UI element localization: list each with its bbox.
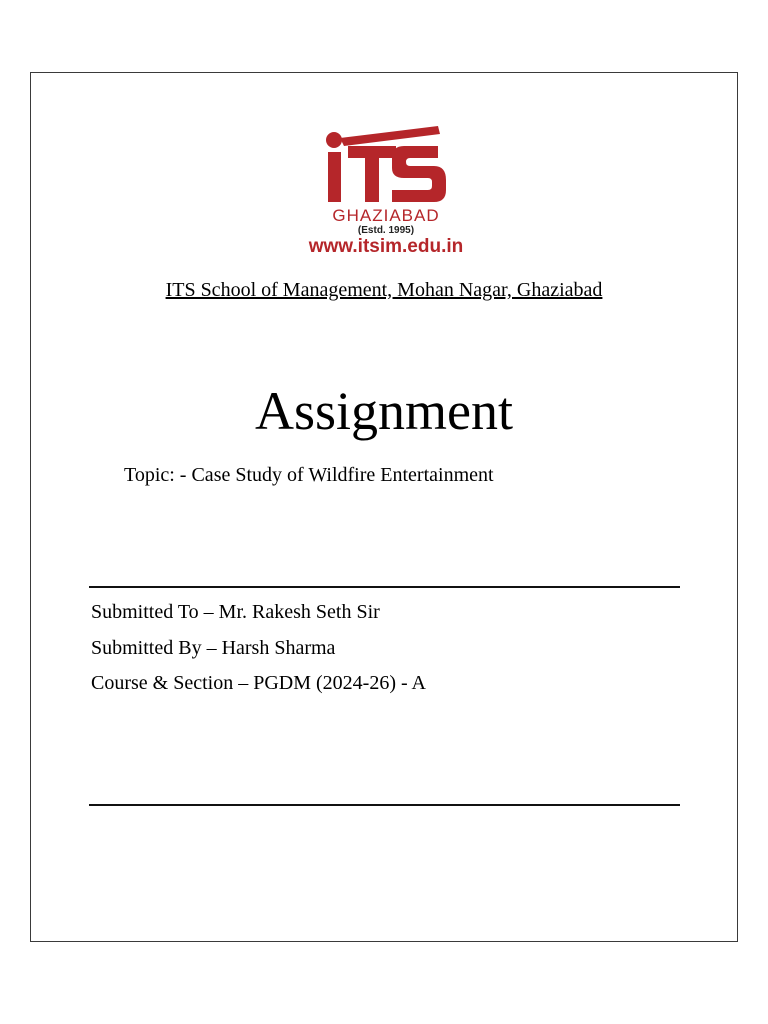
logo-established: (Estd. 1995)	[357, 225, 415, 236]
its-logo	[288, 122, 484, 262]
divider-bottom	[89, 804, 680, 806]
assignment-topic: Topic: - Case Study of Wildfire Entertainment	[124, 464, 494, 486]
submitted-to: Submitted To – Mr. Rakesh Seth Sir	[91, 601, 380, 623]
document-title: Assignment	[254, 381, 513, 441]
its-logo-mark-icon	[288, 122, 484, 206]
divider-top	[89, 586, 680, 588]
course-section: Course & Section – PGDM (2024-26) - A	[91, 672, 426, 694]
submitted-by: Submitted By – Harsh Sharma	[91, 637, 336, 659]
logo-city: GHAZIABAD	[332, 206, 440, 225]
school-name: ITS School of Management, Mohan Nagar, Ghaziabad	[165, 279, 603, 301]
logo-website: www.itsim.edu.in	[308, 236, 464, 257]
